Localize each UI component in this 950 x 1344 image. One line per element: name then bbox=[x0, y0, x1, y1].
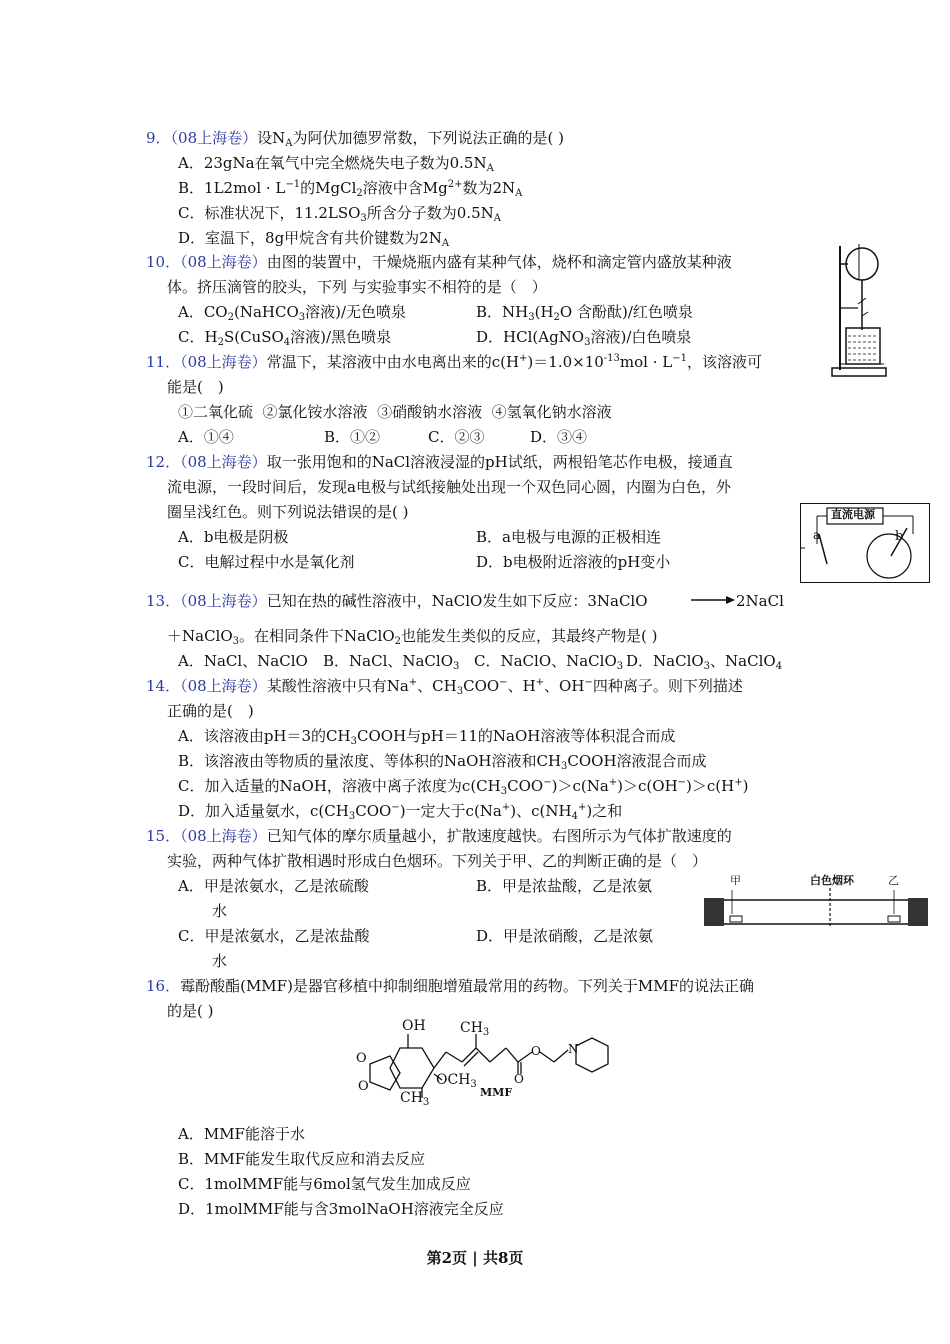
q11-option-a: A．①④ bbox=[178, 428, 234, 446]
q14-option-c: C．加入适量的NaOH，溶液中离子浓度为$c(CH_3COO^-)>c(Na^+)>c(OH^-)>c(H^+)$ bbox=[178, 777, 749, 797]
q10-option-d: D．HCl(AgNO$_3$溶液)/白色喷泉 bbox=[476, 328, 692, 348]
q11-option-b: B．①② bbox=[324, 428, 381, 446]
mmf-och3-label: $OCH_3$ bbox=[436, 1072, 477, 1090]
q13-stem-1b: 2NaCl bbox=[736, 592, 784, 610]
q13-number: 13． bbox=[146, 592, 181, 610]
q16-option-b: B．MMF能发生取代反应和消去反应 bbox=[178, 1150, 426, 1168]
q10-stem-2: 体。挤压滴管的胶头，下列 与实验事实不相符的是（ ） bbox=[167, 278, 547, 296]
q11-stem-1: 常温下，某溶液中由水电离出来的$c(H^+)=1.0\times 10^{-13}mol \cdot L^{-1}$，该溶液可 bbox=[266, 353, 762, 371]
q15-option-d: D．甲是浓硝酸，乙是浓氨 bbox=[476, 927, 654, 945]
electrode-a-label: a bbox=[813, 528, 821, 542]
q14-option-d: D．加入适量氨水，$c(CH_3COO^-)$一定大于c(Na+)、$c(NH_4^+)$之和 bbox=[178, 802, 623, 822]
q16-option-a: A．MMF能溶于水 bbox=[178, 1125, 305, 1143]
q12-option-a: A．b电极是阴极 bbox=[178, 528, 289, 546]
q11-option-c: C．②③ bbox=[428, 428, 485, 446]
q15-source: （08上海卷） bbox=[180, 827, 267, 845]
q9-option-b: B．$1L2mol \cdot L^{-1}$的MgCl$_2$溶液中含$Mg^{2+}$数为$2N_A$ bbox=[178, 179, 523, 199]
q9-stem-line bbox=[146, 128, 564, 148]
mmf-structure-figure bbox=[350, 1018, 620, 1108]
q16-stem-1: 霉酚酸酯(MMF)是器官移植中抑制细胞增殖最常用的药物。下列关于MMF的说法正确 bbox=[180, 977, 755, 995]
q12-number: 12． bbox=[146, 453, 181, 471]
mmf-oh-label: OH bbox=[402, 1018, 426, 1034]
q13-option-d: D．NaClO$_3$、NaClO$_4$ bbox=[626, 652, 783, 672]
reaction-arrow-icon bbox=[690, 594, 736, 606]
tube-left-label: 甲 bbox=[730, 874, 741, 887]
q14-option-a: A．该溶液由pH＝3的$CH_3COOH$与pH＝11的NaOH溶液等体积混合而成 bbox=[178, 727, 676, 747]
q11-stem-line1 bbox=[146, 352, 762, 372]
q15-option-b: B．甲是浓盐酸，乙是浓氨 bbox=[476, 877, 653, 895]
q15-stem-1: 已知气体的摩尔质量越小，扩散速度越快。右图所示为气体扩散速度的 bbox=[266, 827, 732, 845]
smoke-ring-label: 白色烟环 bbox=[810, 874, 854, 887]
q14-source: （08上海卷） bbox=[180, 677, 267, 695]
electrolysis-figure bbox=[800, 503, 930, 583]
q13-option-a: A．NaCl、NaClO bbox=[178, 652, 308, 670]
q16-stem-line1 bbox=[146, 976, 754, 996]
q13-option-b: B．NaCl、NaClO$_3$ bbox=[323, 652, 460, 672]
q16-stem-2: 的是( ) bbox=[167, 1002, 214, 1020]
mmf-nitrogen-label: N bbox=[568, 1042, 579, 1056]
q13-stem-line1 bbox=[146, 591, 648, 611]
q11-source: （08上海卷） bbox=[180, 353, 267, 371]
q15-option-a: A．甲是浓氨水，乙是浓硫酸 bbox=[178, 877, 369, 895]
power-supply-label: 直流电源 bbox=[831, 508, 875, 521]
q15-option-c: C．甲是浓氨水，乙是浓盐酸 bbox=[178, 927, 370, 945]
mmf-ch3-top-label: $CH_3$ bbox=[460, 1020, 490, 1038]
q9-option-d: D．室温下，8g甲烷含有共价键数为$2N_A$ bbox=[178, 229, 450, 249]
q10-stem-line1 bbox=[146, 252, 732, 272]
q9-source: （08上海卷） bbox=[170, 129, 258, 147]
q9-option-c: C．标准状况下，$11.2LSO_3$所含分子数为$0.5N_A$ bbox=[178, 204, 502, 224]
q9-option-a: A．23gNa在氧气中完全燃烧失电子数为$0.5N_A$ bbox=[178, 154, 494, 174]
q14-stem-2: 正确的是( ) bbox=[167, 702, 254, 720]
q10-source: （08上海卷） bbox=[180, 253, 267, 271]
q13-source: （08上海卷） bbox=[180, 592, 267, 610]
q10-number: 10． bbox=[146, 253, 181, 271]
electrode-b-label: b bbox=[895, 529, 904, 544]
q12-stem-line1 bbox=[146, 452, 733, 472]
diffusion-tube-drawing bbox=[702, 888, 930, 934]
q13-stem-2: ＋NaClO$_3$。在相同条件下NaClO$_2$也能发生类似的反应，其最终产物是( ) bbox=[167, 627, 658, 647]
q13-option-c: C．NaClO、NaClO$_3$ bbox=[474, 652, 624, 672]
q12-stem-2: 流电源，一段时间后，发现a电极与试纸接触处出现一个双色同心圆，内圈为白色，外 bbox=[167, 478, 731, 496]
mmf-name-label: MMF bbox=[480, 1086, 513, 1099]
q13-stem-1a: 已知在热的碱性溶液中，NaClO发生如下反应：3NaClO bbox=[266, 592, 648, 610]
mmf-carbonyl-o-label: O bbox=[356, 1051, 367, 1066]
mmf-ch3-bottom-label: $CH_3$ bbox=[400, 1090, 430, 1108]
q15-option-a-wrap: 水 bbox=[212, 902, 228, 920]
q15-number: 15． bbox=[146, 827, 181, 845]
mmf-ester-o: O bbox=[531, 1044, 541, 1058]
q10-option-c: C．$H_2S(CuSO_4$溶液)/黑色喷泉 bbox=[178, 328, 392, 348]
mmf-ester-carbonyl-o: O bbox=[514, 1072, 524, 1086]
q15-option-c-wrap: 水 bbox=[212, 952, 228, 970]
q16-number: 16． bbox=[146, 977, 181, 995]
q15-stem-line1 bbox=[146, 826, 732, 846]
q14-stem-line1 bbox=[146, 676, 743, 696]
q16-option-d: D．1molMMF能与含3molNaOH溶液完全反应 bbox=[178, 1200, 504, 1218]
q11-option-d: D．③④ bbox=[530, 428, 588, 446]
q12-option-b: B．a电极与电源的正极相连 bbox=[476, 528, 661, 546]
q11-number: 11． bbox=[146, 353, 181, 371]
q14-option-b: B．该溶液由等物质的量浓度、等体积的NaOH溶液和$CH_3COOH$溶液混合而成 bbox=[178, 752, 707, 772]
q9-stem: 设$N_A$为阿伏加德罗常数，下列说法正确的是( ) bbox=[257, 129, 564, 149]
q10-option-b: B．$NH_3(H_2O$ 含酚酞)/红色喷泉 bbox=[476, 303, 693, 323]
q11-items: ①二氧化硫 ②氯化铵水溶液 ③硝酸钠水溶液 ④氢氧化钠水溶液 bbox=[178, 403, 612, 421]
q12-stem-3: 圈呈浅红色。则下列说法错误的是( ) bbox=[167, 503, 409, 521]
mmf-ring-o-label: O bbox=[358, 1079, 369, 1094]
diffusion-tube-figure bbox=[702, 874, 930, 934]
q14-stem-1: 某酸性溶液中只有Na+、$CH_3COO^-$、H+、OH−四种离子。则下列描述 bbox=[266, 677, 743, 697]
q10-stem-1: 由图的装置中，干燥烧瓶内盛有某种气体，烧杯和滴定管内盛放某种液 bbox=[266, 253, 732, 271]
q16-option-c: C．1molMMF能与6mol氢气发生加成反应 bbox=[178, 1175, 471, 1193]
q12-option-d: D．b电极附近溶液的pH变小 bbox=[476, 553, 671, 571]
q15-stem-2: 实验，两种气体扩散相遇时形成白色烟环。下列关于甲、乙的判断正确的是（ ） bbox=[167, 852, 708, 870]
q10-option-a: A．$CO_2(NaHCO_3$溶液)/无色喷泉 bbox=[178, 303, 407, 323]
q12-source: （08上海卷） bbox=[180, 453, 267, 471]
tube-right-label: 乙 bbox=[888, 874, 899, 887]
q12-stem-1: 取一张用饱和的NaCl溶液浸湿的pH试纸，两根铅笔芯作电极，接通直 bbox=[266, 453, 733, 471]
page-footer: 第2页 | 共8页 bbox=[426, 1249, 524, 1267]
q14-number: 14． bbox=[146, 677, 181, 695]
q12-option-c: C．电解过程中水是氧化剂 bbox=[178, 553, 355, 571]
q11-stem-2: 能是( ) bbox=[167, 378, 224, 396]
q9-number: 9． bbox=[146, 129, 171, 147]
fountain-apparatus-figure bbox=[828, 238, 890, 380]
